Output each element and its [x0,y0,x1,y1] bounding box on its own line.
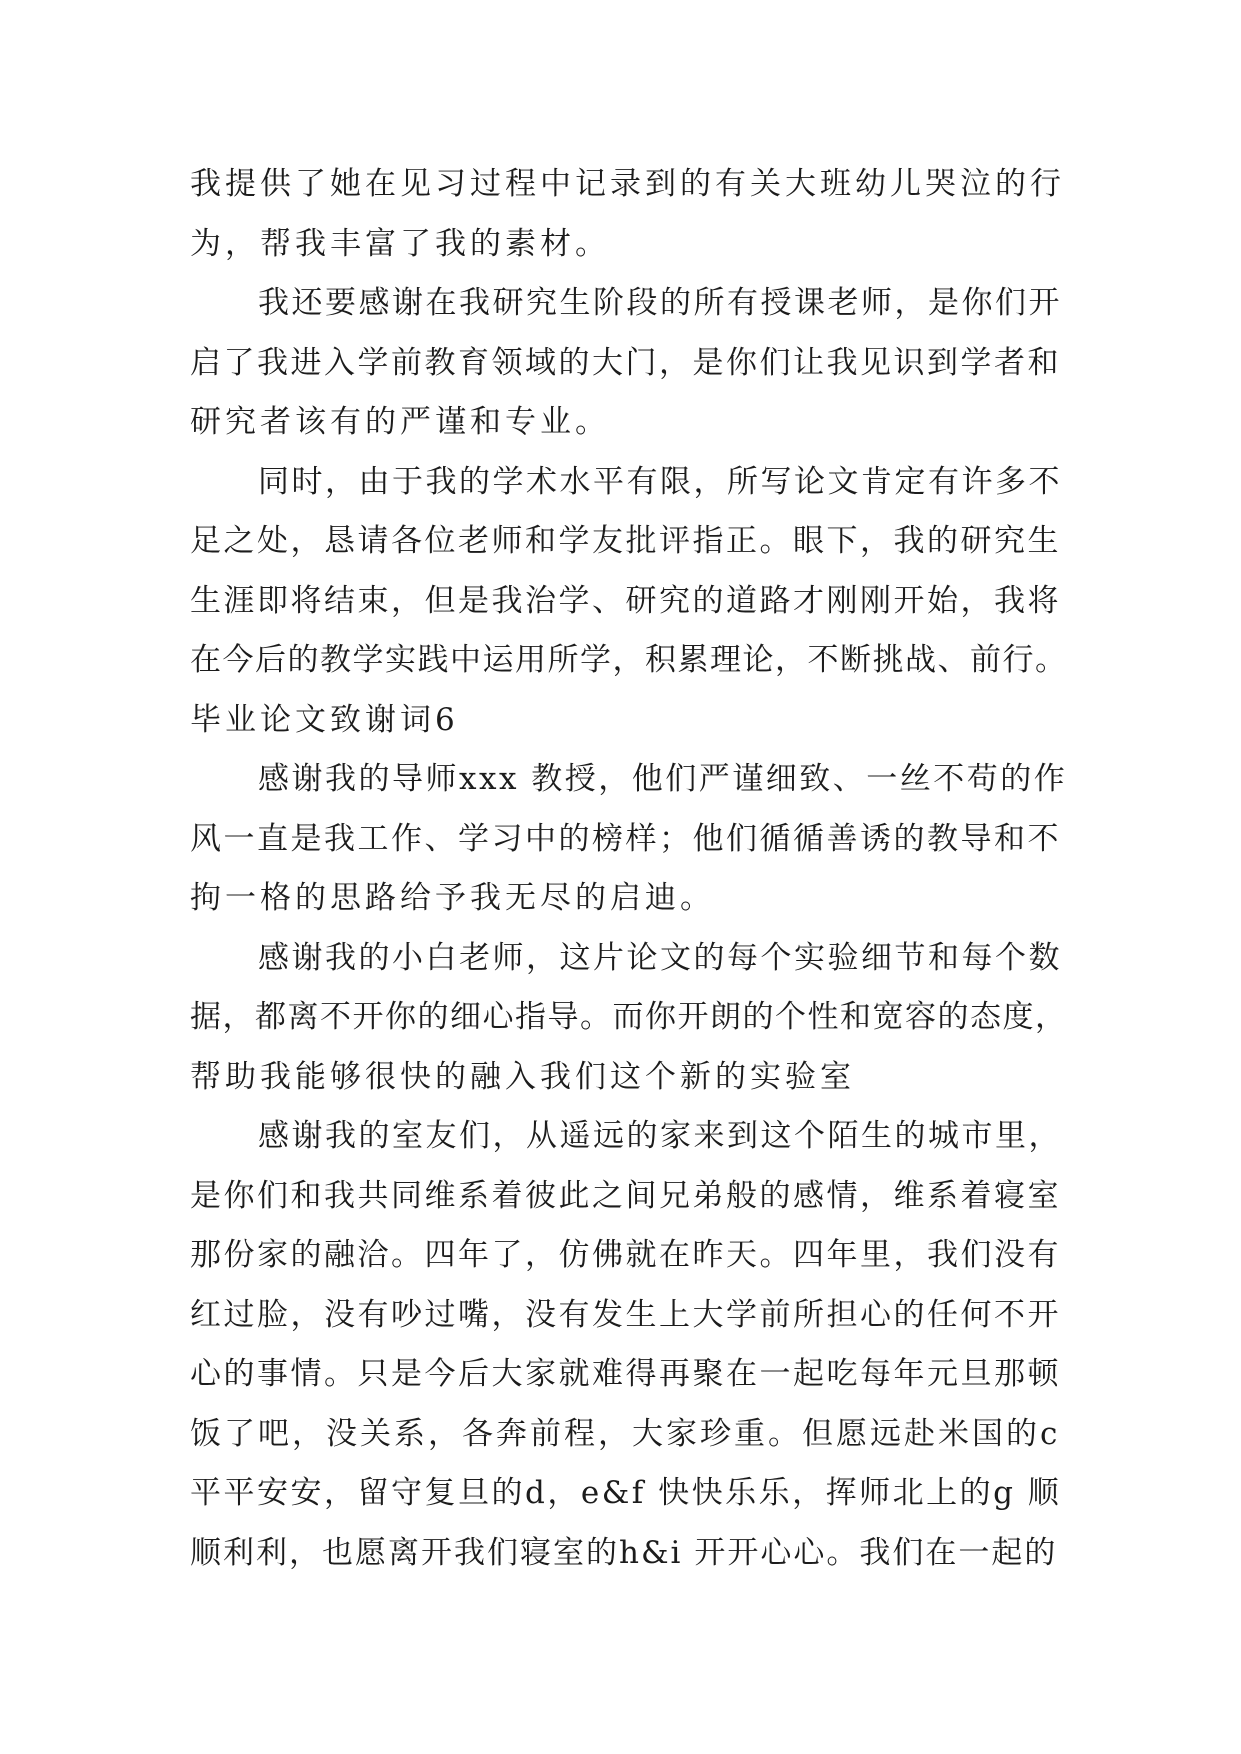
paragraph-first-line: 我还要感谢在我研究生阶段的所有授课老师，是你们开 [258,285,1062,321]
paragraph-first-line: 感谢我的室友们，从遥远的家来到这个陌生的城市里， [258,1118,1062,1154]
text-line: 启了我进入学前教育领域的大门，是你们让我见识到学者和 [190,344,1061,381]
text-line: 拘一格的思路给予我无尽的启迪。 [190,880,715,916]
text-line: 在今后的教学实践中运用所学，积累理论，不断挑战、前行。 [190,642,1068,678]
text-line: 顺利利，也愿离开我们寝室的h&i 开开心心。我们在一起的 [190,1534,1058,1571]
text-line: 红过脸，没有吵过嘴，没有发生上大学前所担心的任何不开 [190,1296,1061,1333]
section-heading: 毕业论文致谢词6 [190,701,459,738]
text-line: 我提供了她在见习过程中记录到的有关大班幼儿哭泣的行 [190,166,1065,202]
document-body [190,155,1070,1583]
paragraph-first-line: 同时，由于我的学术水平有限，所写论文肯定有许多不 [258,463,1062,500]
text-line: 平平安安，留守复旦的d，e&f 快快乐乐，挥师北上的g 顺 [190,1475,1062,1511]
text-line: 心的事情。只是今后大家就难得再聚在一起吃每年元旦那顿 [190,1356,1061,1392]
text-line: 研究者该有的严谨和专业。 [190,404,610,440]
text-line: 据，都离不开你的细心指导。而你开朗的个性和宽容的态度， [190,999,1068,1035]
text-line: 帮助我能够很快的融入我们这个新的实验室 [190,1058,855,1095]
text-line: 饭了吧，没关系，各奔前程，大家珍重。但愿远赴米国的c [190,1415,1061,1452]
text-line: 足之处，恳请各位老师和学友批评指正。眼下，我的研究生 [190,523,1061,559]
paragraph-first-line: 感谢我的小白老师，这片论文的每个实验细节和每个数 [258,939,1062,976]
paragraph-first-line: 感谢我的导师xxx 教授，他们严谨细致、一丝不苟的作 [258,761,1068,797]
text-line: 风一直是我工作、学习中的榜样；他们循循善诱的教导和不 [190,820,1061,857]
text-line: 是你们和我共同维系着彼此之间兄弟般的感情，维系着寝室 [190,1177,1061,1214]
text-line: 为，帮我丰富了我的素材。 [190,225,610,262]
text-line: 那份家的融洽。四年了，仿佛就在昨天。四年里，我们没有 [190,1237,1061,1273]
text-line: 生涯即将结束，但是我治学、研究的道路才刚刚开始，我将 [190,582,1061,619]
